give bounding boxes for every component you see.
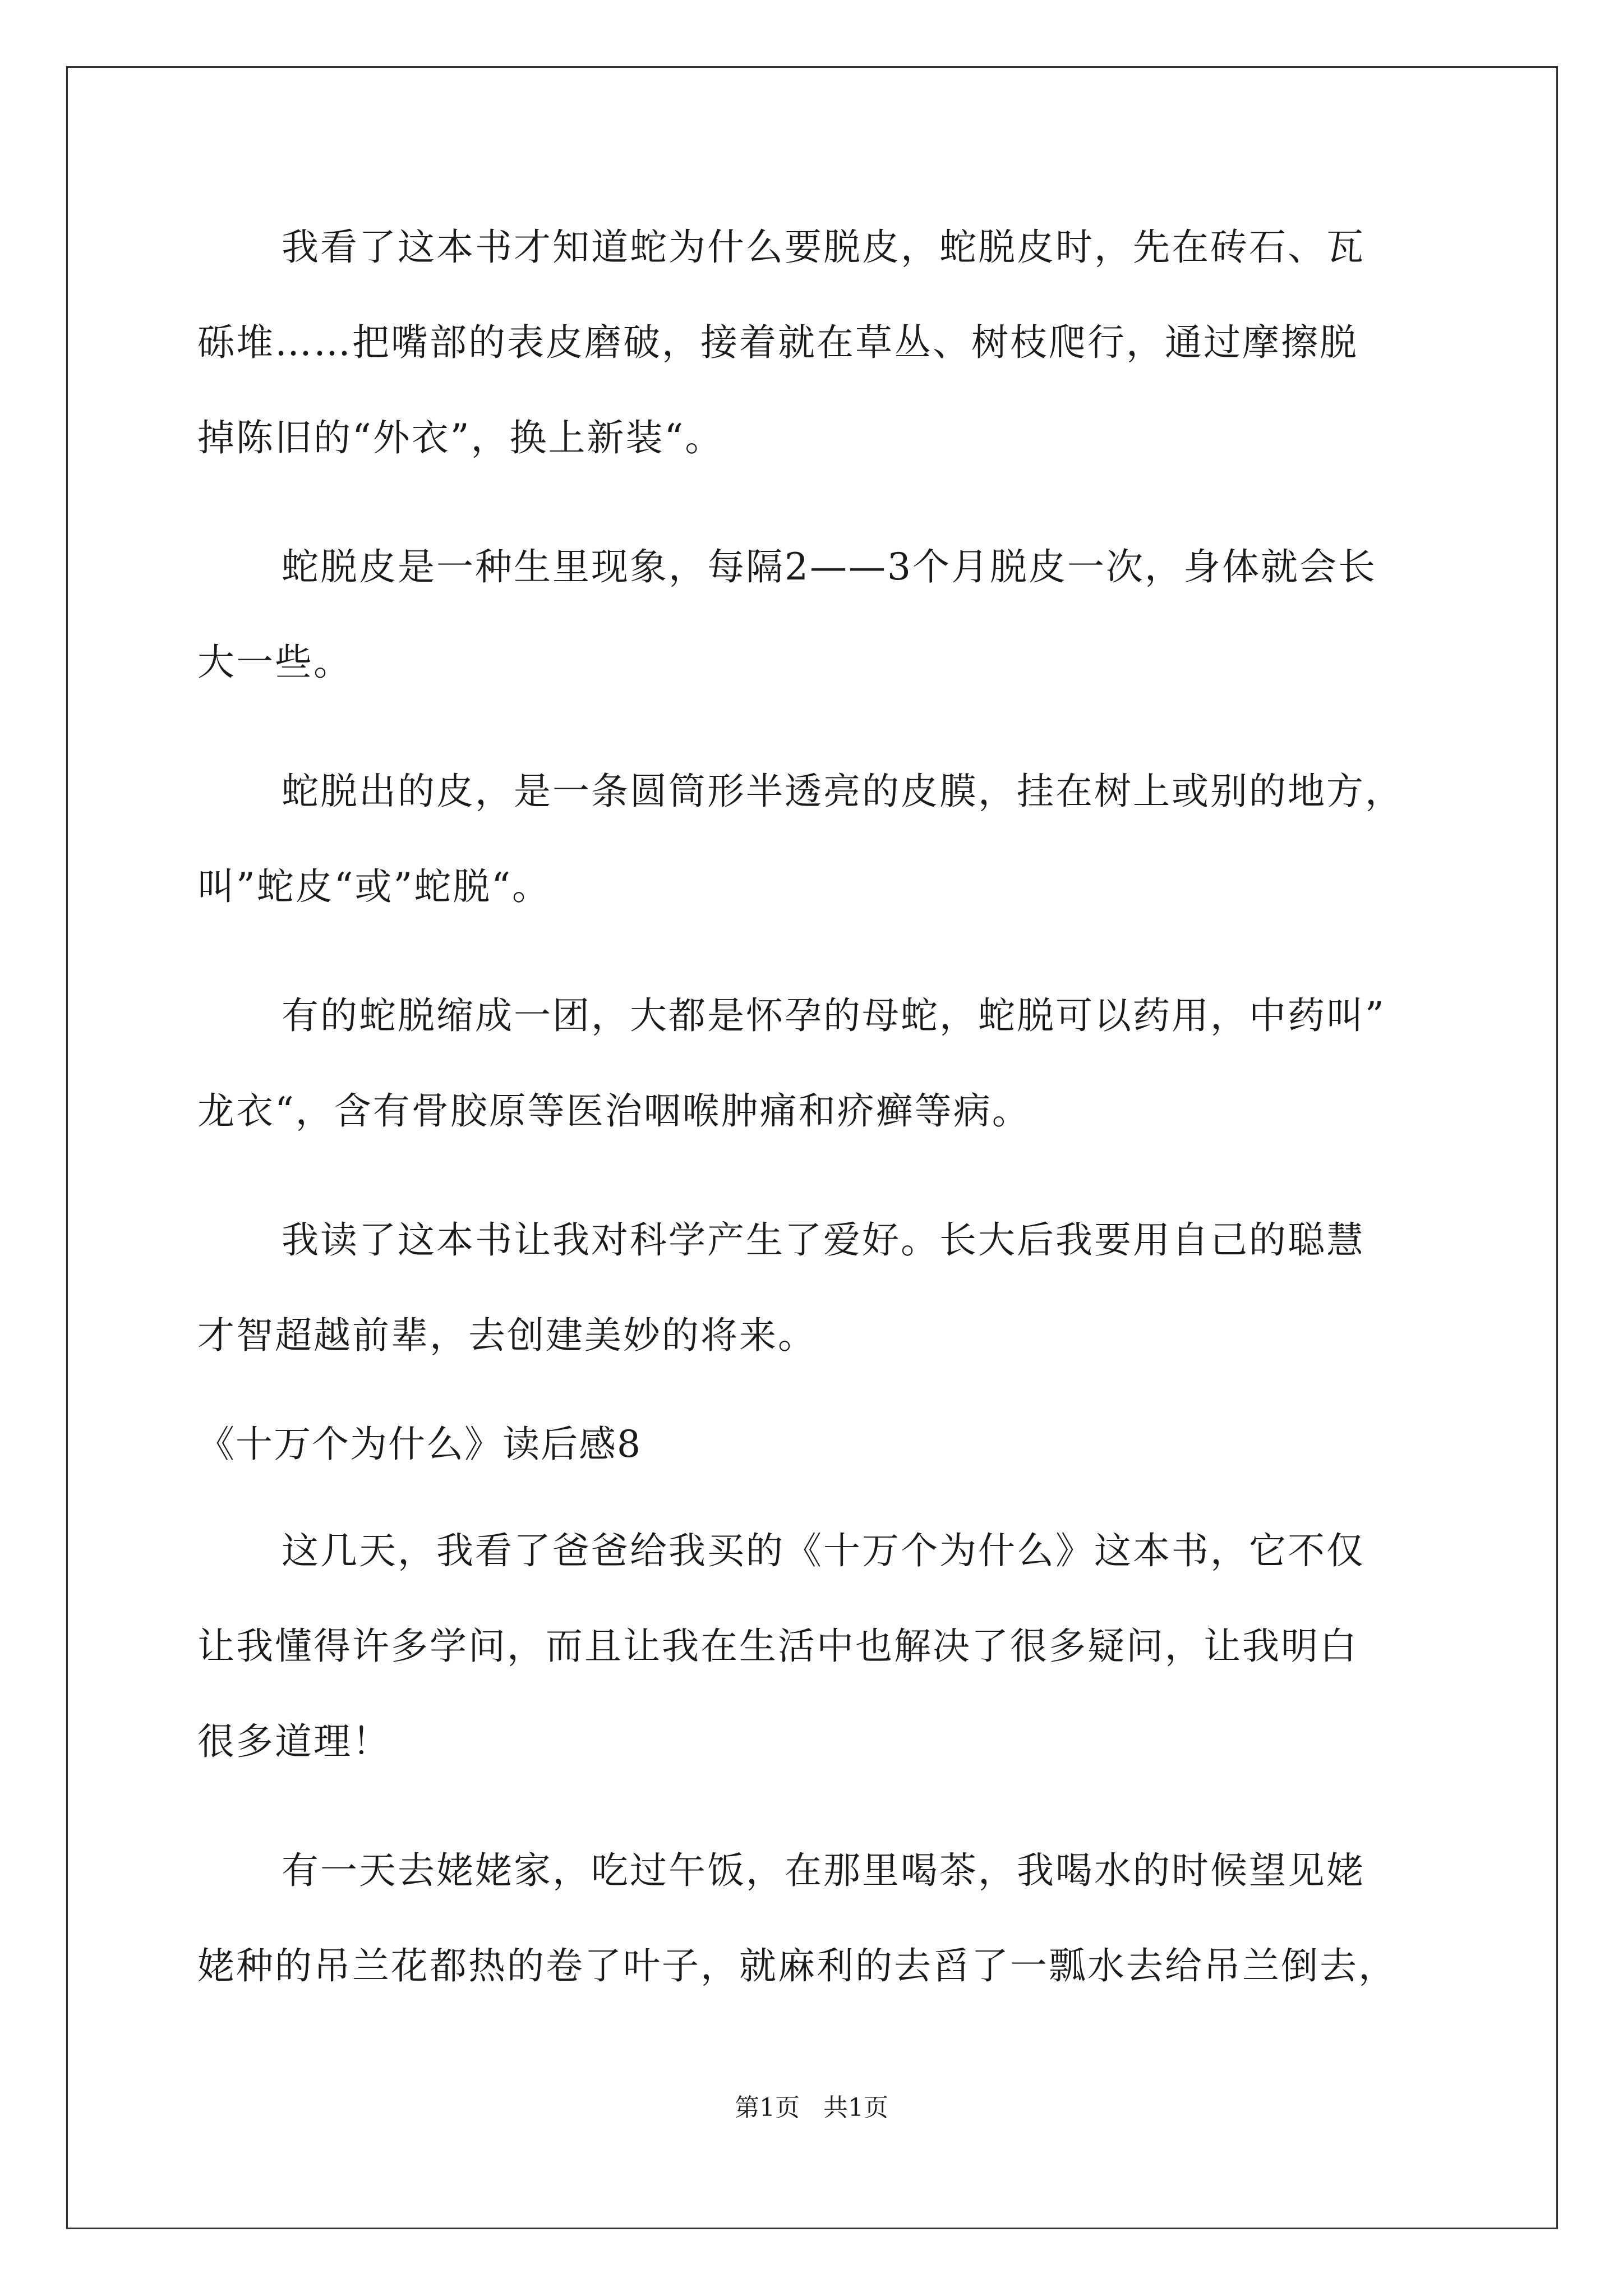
paragraph-3-line-1: 蛇脱出的皮，是一条圆筒形半透亮的皮膜，挂在树上或别的地方，: [282, 770, 1404, 813]
section-heading: 《十万个为什么》读后感8: [197, 1423, 642, 1466]
paragraph-4-line-2: 龙衣“，含有骨胶原等医治咽喉肿痛和疥癣等病。: [197, 1089, 1031, 1133]
paragraph-5-line-2: 才智超越前辈，去创建美妙的将来。: [197, 1314, 817, 1357]
section-paragraph-2-line-2: 姥种的吊兰花都热的卷了叶子，就麻利的去舀了一瓢水去给吊兰倒去，: [197, 1944, 1397, 1987]
paragraph-2-line-2: 大一些。: [197, 641, 352, 684]
section-paragraph-2-line-1: 有一天去姥姥家，吃过午饭，在那里喝茶，我喝水的时候望见姥: [282, 1849, 1365, 1892]
paragraph-3-line-2: 叫”蛇皮“或”蛇脱“。: [197, 865, 551, 908]
paragraph-4-line-1: 有的蛇脱缩成一团，大都是怀孕的母蛇，蛇脱可以药用，中药叫”: [282, 994, 1386, 1037]
paragraph-1-line-2: 砾堆……把嘴部的表皮磨破，接着就在草丛、树枝爬行，通过摩擦脱: [197, 321, 1358, 364]
paragraph-2-line-1: 蛇脱皮是一种生里现象，每隔2——3个月脱皮一次，身体就会长: [282, 545, 1377, 588]
paragraph-1-line-1: 我看了这本书才知道蛇为什么要脱皮，蛇脱皮时，先在砖石、瓦: [282, 226, 1365, 269]
paragraph-5-line-1: 我读了这本书让我对科学产生了爱好。长大后我要用自己的聪慧: [282, 1218, 1365, 1262]
paragraph-1-line-3: 掉陈旧的“外衣”，换上新装“。: [197, 416, 724, 459]
page-border: [66, 66, 1558, 2229]
page-number-footer: 第1页 共1页: [735, 2093, 888, 2122]
section-paragraph-1-line-2: 让我懂得许多学问，而且让我在生活中也解决了很多疑问，让我明白: [197, 1625, 1358, 1668]
section-paragraph-1-line-3: 很多道理！: [197, 1720, 391, 1763]
section-paragraph-1-line-1: 这几天，我看了爸爸给我买的《十万个为什么》这本书，它不仅: [282, 1529, 1365, 1572]
